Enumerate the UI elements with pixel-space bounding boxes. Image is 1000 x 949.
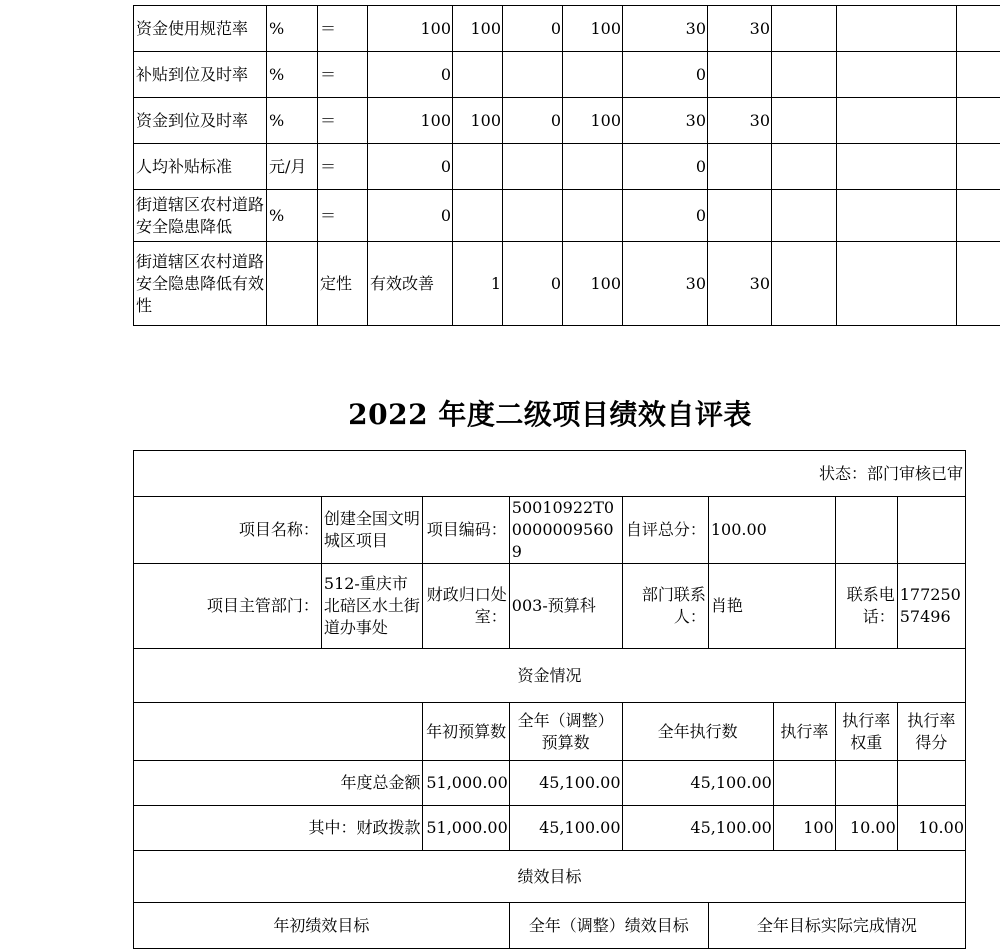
funds-row xyxy=(134,761,966,806)
dept-value: 512-重庆市北碚区水土街道办事处 xyxy=(321,564,423,649)
indicator-value: 0 xyxy=(503,6,563,52)
indicator-empty xyxy=(772,144,837,190)
indicator-operator: 定性 xyxy=(318,242,368,326)
indicator-value: 100 xyxy=(368,6,453,52)
indicator-unit: 元/月 xyxy=(267,144,318,190)
funds-budget: 51,000.00 xyxy=(423,761,509,806)
funds-executed: 45,100.00 xyxy=(622,806,773,851)
indicator-value: 30 xyxy=(708,98,772,144)
empty-cell xyxy=(897,497,965,564)
indicator-operator: ＝ xyxy=(318,52,368,98)
empty-cell xyxy=(835,497,897,564)
indicator-value: 30 xyxy=(623,242,708,326)
indicator-operator: ＝ xyxy=(318,144,368,190)
dept-info-row xyxy=(134,564,966,649)
table-row xyxy=(134,6,1000,52)
indicator-value: 100 xyxy=(563,242,623,326)
indicator-unit: % xyxy=(267,98,318,144)
indicator-value: 0 xyxy=(368,190,453,242)
indicator-value: 0 xyxy=(368,144,453,190)
table-row xyxy=(134,98,1000,144)
dept-label: 项目主管部门： xyxy=(134,564,322,649)
indicator-unit xyxy=(267,242,318,326)
indicator-empty xyxy=(957,242,1000,326)
indicator-empty xyxy=(503,190,563,242)
indicator-name: 街道辖区农村道路安全隐患降低 xyxy=(134,190,267,242)
finance-value: 003-预算科 xyxy=(509,564,622,649)
indicator-empty xyxy=(772,52,837,98)
project-code: 50010922T000000095609 xyxy=(509,497,622,564)
indicator-value: 100 xyxy=(453,98,503,144)
indicator-empty xyxy=(837,144,957,190)
table-row xyxy=(134,242,1000,326)
page-title: 2022 年度二级项目绩效自评表 xyxy=(0,393,1000,433)
indicator-value: 0 xyxy=(623,190,708,242)
indicator-empty xyxy=(503,52,563,98)
score-value: 100.00 xyxy=(708,497,835,564)
table-row xyxy=(134,144,1000,190)
goals-col-header: 年初绩效目标 xyxy=(134,903,510,949)
project-info-row xyxy=(134,497,966,564)
indicator-name: 街道辖区农村道路安全隐患降低有效性 xyxy=(134,242,267,326)
indicator-value: 0 xyxy=(368,52,453,98)
indicator-value: 30 xyxy=(623,6,708,52)
indicator-empty xyxy=(563,190,623,242)
indicator-value: 100 xyxy=(563,6,623,52)
goals-column-row xyxy=(134,903,966,949)
project-name: 创建全国文明城区项目 xyxy=(321,497,423,564)
indicator-empty xyxy=(957,144,1000,190)
evaluation-table xyxy=(133,450,966,949)
finance-label: 财政归口处室： xyxy=(423,564,509,649)
project-name-label: 项目名称： xyxy=(134,497,322,564)
status-text: 状态：部门审核已审 xyxy=(134,451,966,497)
indicator-empty xyxy=(837,6,957,52)
indicator-value: 100 xyxy=(453,6,503,52)
indicator-unit: % xyxy=(267,52,318,98)
funds-col-header: 年初预算数 xyxy=(423,703,509,761)
indicator-name: 资金使用规范率 xyxy=(134,6,267,52)
indicator-value: 100 xyxy=(368,98,453,144)
indicator-value: 30 xyxy=(708,242,772,326)
empty-cell xyxy=(134,703,423,761)
goals-header: 绩效目标 xyxy=(134,851,966,903)
indicator-value: 1 xyxy=(453,242,503,326)
indicator-empty xyxy=(563,144,623,190)
indicator-value: 0 xyxy=(623,144,708,190)
funds-col-header: 全年（调整）预算数 xyxy=(509,703,622,761)
indicator-empty xyxy=(708,144,772,190)
funds-adjusted: 45,100.00 xyxy=(509,806,622,851)
indicator-unit: % xyxy=(267,190,318,242)
indicator-empty xyxy=(453,144,503,190)
funds-col-header: 执行率 xyxy=(773,703,835,761)
indicator-empty xyxy=(453,190,503,242)
indicator-value: 0 xyxy=(623,52,708,98)
funds-weight: 10.00 xyxy=(835,806,897,851)
funds-col-header: 全年执行数 xyxy=(622,703,773,761)
status-row xyxy=(134,451,966,497)
indicator-operator: ＝ xyxy=(318,190,368,242)
goals-col-header: 全年目标实际完成情况 xyxy=(708,903,965,949)
funds-col-header: 执行率权重 xyxy=(835,703,897,761)
table-row xyxy=(134,52,1000,98)
funds-row-label: 年度总金额 xyxy=(134,761,423,806)
funds-row xyxy=(134,806,966,851)
score-label: 自评总分： xyxy=(622,497,708,564)
indicator-name: 资金到位及时率 xyxy=(134,98,267,144)
phone-value: 17725057496 xyxy=(897,564,965,649)
indicator-empty xyxy=(837,190,957,242)
funds-adjusted: 45,100.00 xyxy=(509,761,622,806)
contact-value: 肖艳 xyxy=(708,564,835,649)
funds-weight xyxy=(835,761,897,806)
indicator-unit: % xyxy=(267,6,318,52)
goals-col-header: 全年（调整）绩效目标 xyxy=(509,903,708,949)
funds-score: 10.00 xyxy=(897,806,965,851)
indicator-empty xyxy=(772,242,837,326)
indicator-empty xyxy=(503,144,563,190)
indicator-value: 0 xyxy=(503,242,563,326)
indicator-value: 0 xyxy=(503,98,563,144)
funds-header-row xyxy=(134,649,966,703)
indicator-empty xyxy=(772,98,837,144)
indicator-operator: ＝ xyxy=(318,98,368,144)
project-code-label: 项目编码： xyxy=(423,497,509,564)
indicator-empty xyxy=(837,98,957,144)
funds-col-header: 执行率得分 xyxy=(897,703,965,761)
indicator-empty xyxy=(453,52,503,98)
indicator-empty xyxy=(708,52,772,98)
funds-rate: 100 xyxy=(773,806,835,851)
funds-score xyxy=(897,761,965,806)
indicator-empty xyxy=(837,52,957,98)
indicator-value: 30 xyxy=(708,6,772,52)
indicator-value: 100 xyxy=(563,98,623,144)
goals-header-row xyxy=(134,851,966,903)
indicator-target: 有效改善 xyxy=(368,242,453,326)
funds-row-label: 其中：财政拨款 xyxy=(134,806,423,851)
indicator-table xyxy=(133,5,1000,326)
indicator-empty xyxy=(957,190,1000,242)
indicator-name: 补贴到位及时率 xyxy=(134,52,267,98)
contact-label: 部门联系人： xyxy=(622,564,708,649)
indicator-empty xyxy=(957,52,1000,98)
indicator-empty xyxy=(708,190,772,242)
indicator-empty xyxy=(957,98,1000,144)
funds-budget: 51,000.00 xyxy=(423,806,509,851)
indicator-empty xyxy=(772,6,837,52)
indicator-empty xyxy=(837,242,957,326)
indicator-empty xyxy=(957,6,1000,52)
indicator-value: 30 xyxy=(623,98,708,144)
funds-executed: 45,100.00 xyxy=(622,761,773,806)
funds-column-row xyxy=(134,703,966,761)
funds-header: 资金情况 xyxy=(134,649,966,703)
indicator-empty xyxy=(563,52,623,98)
phone-label: 联系电话： xyxy=(835,564,897,649)
indicator-operator: ＝ xyxy=(318,6,368,52)
table-row xyxy=(134,190,1000,242)
indicator-empty xyxy=(772,190,837,242)
indicator-name: 人均补贴标准 xyxy=(134,144,267,190)
funds-rate xyxy=(773,761,835,806)
